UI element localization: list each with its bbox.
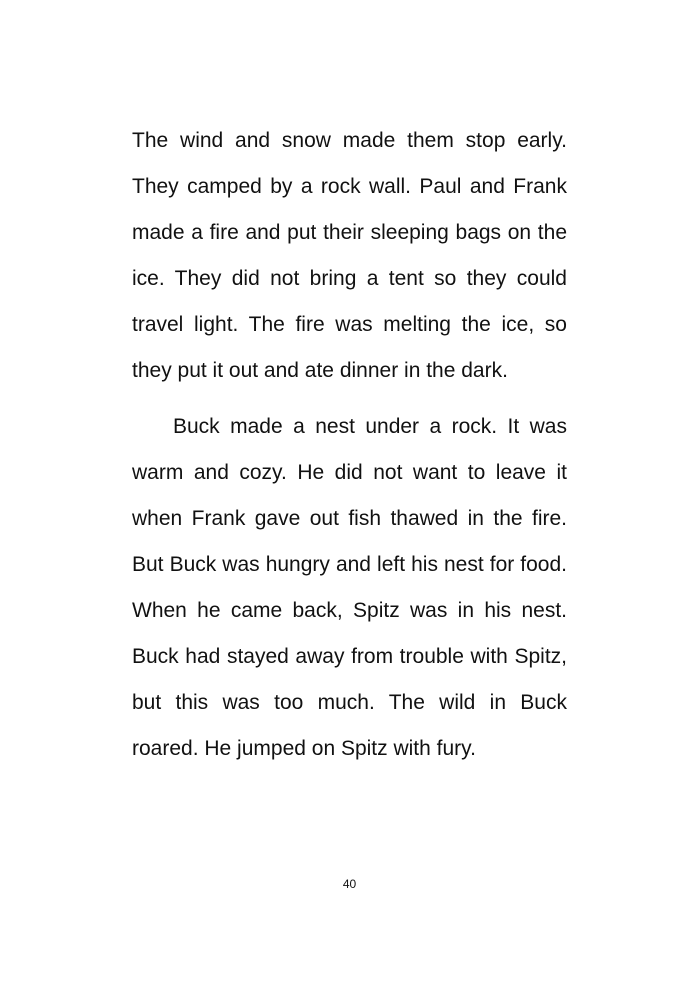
page-number: 40 bbox=[342, 877, 357, 891]
paragraph-2: Buck made a nest under a rock. It was warm and cozy. He did not want to leave it when Frank gave out fish thawed in the fire. But Buck was hungry and left his nest for food. When he came back, Spitz was in his nest. Buck had stayed away from trouble with Spitz, but this was too much. The wild in Buck roared. He jumped on Spitz with fury. bbox=[132, 415, 567, 760]
page-body bbox=[132, 118, 567, 772]
paragraph-1: The wind and snow made them stop early. They camped by a rock wall. Paul and Frank made a fire and put their sleeping bags on the ice. They did not bring a tent so they could travel light. The fire was melting the ice, so they put it out and ate dinner in the dark. bbox=[132, 129, 567, 382]
